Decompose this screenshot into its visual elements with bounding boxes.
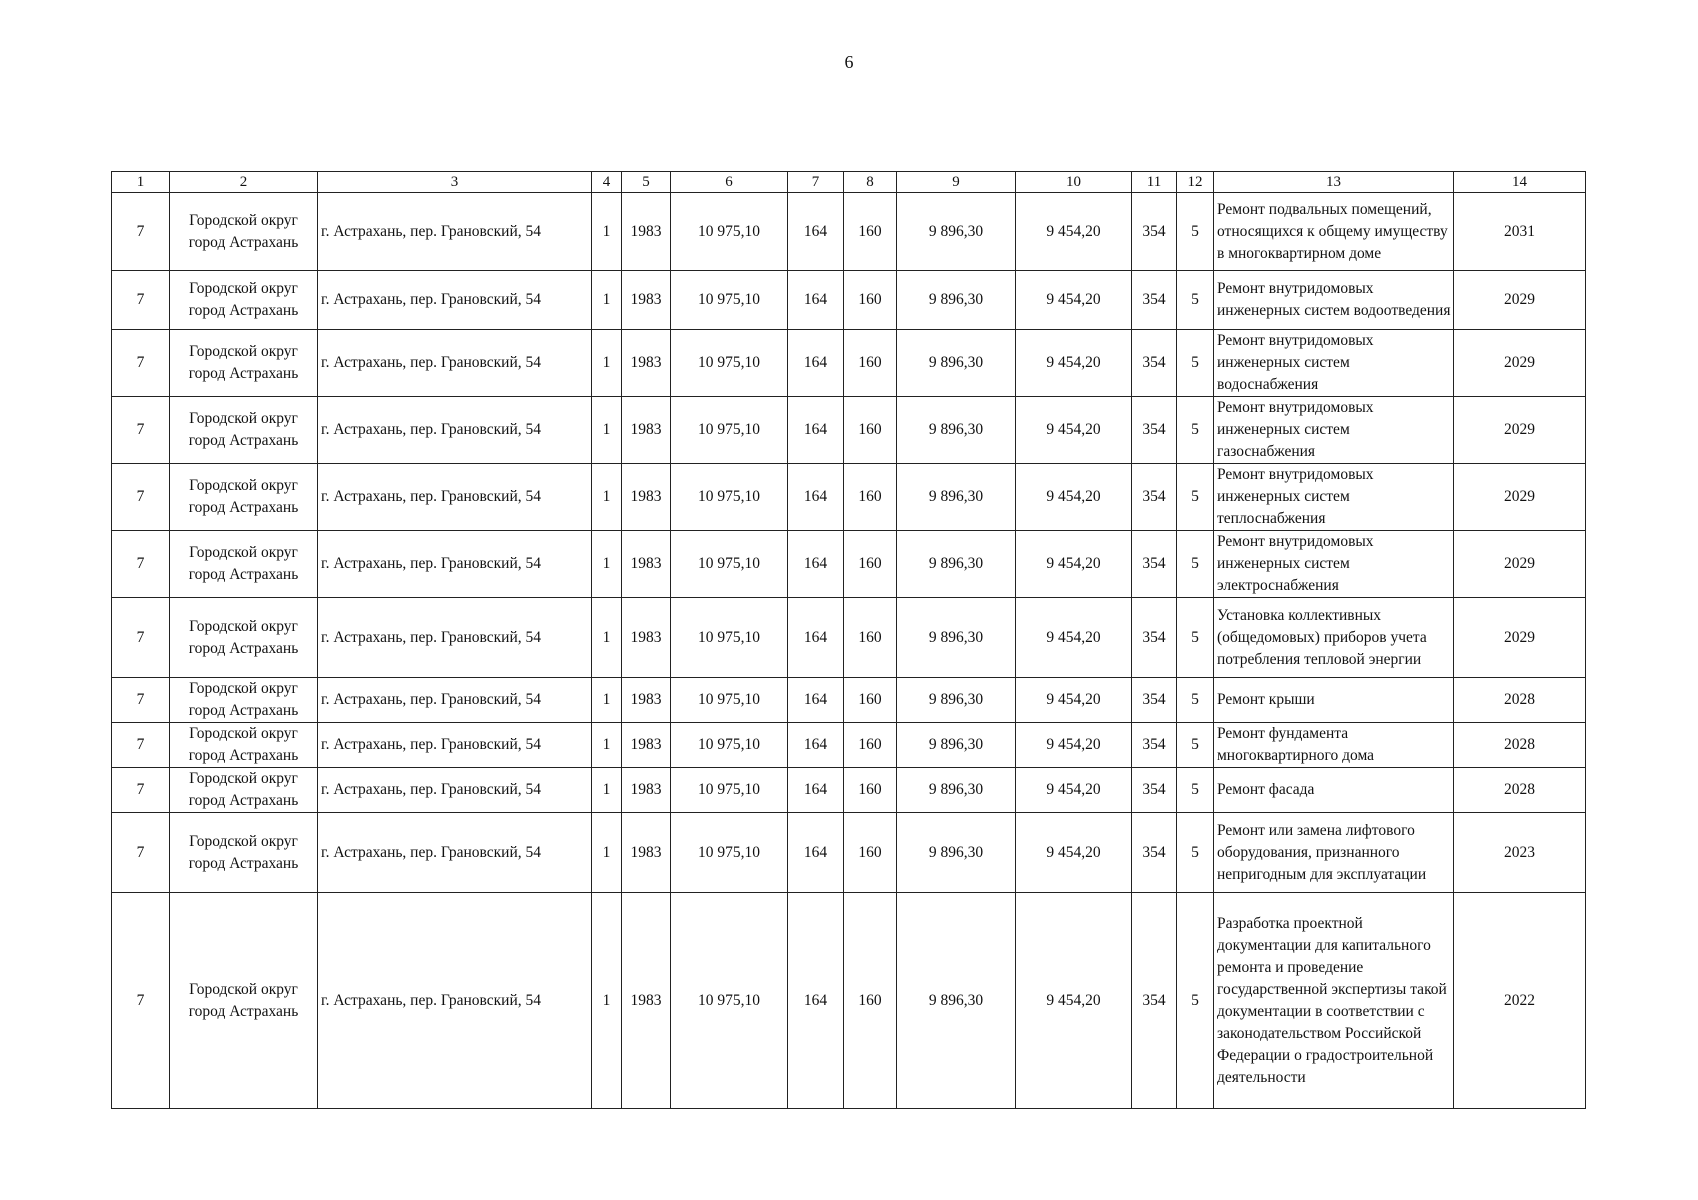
cell-area-9: 9 896,30: [897, 813, 1016, 893]
cell-total-area: 10 975,10: [671, 330, 788, 397]
table-row: [112, 678, 1586, 723]
cell-work-type: Ремонт внутридомовых инженерных систем теплоснабжения: [1214, 464, 1454, 531]
cell-col-11: 354: [1132, 598, 1177, 678]
cell-municipality: Городской округ город Астрахань: [170, 464, 318, 531]
cell-area-10: 9 454,20: [1016, 813, 1132, 893]
cell-col-12: 5: [1177, 397, 1214, 464]
cell-col-11: 354: [1132, 271, 1177, 330]
cell-number: 7: [112, 531, 170, 598]
cell-total-area: 10 975,10: [671, 768, 788, 813]
cell-planned-year: 2028: [1454, 768, 1586, 813]
cell-area-9: 9 896,30: [897, 598, 1016, 678]
table-row: [112, 330, 1586, 397]
cell-area-9: 9 896,30: [897, 893, 1016, 1109]
cell-number: 7: [112, 397, 170, 464]
cell-municipality: Городской округ город Астрахань: [170, 330, 318, 397]
cell-planned-year: 2029: [1454, 531, 1586, 598]
column-header: 1: [112, 172, 170, 193]
cell-year: 1983: [622, 193, 671, 271]
cell-address: г. Астрахань, пер. Грановский, 54: [318, 678, 592, 723]
cell-area-10: 9 454,20: [1016, 531, 1132, 598]
cell-col-8: 160: [844, 893, 897, 1109]
column-header: 13: [1214, 172, 1454, 193]
cell-address: г. Астрахань, пер. Грановский, 54: [318, 893, 592, 1109]
cell-col-12: 5: [1177, 893, 1214, 1109]
table-row: [112, 768, 1586, 813]
cell-year: 1983: [622, 464, 671, 531]
cell-area-9: 9 896,30: [897, 464, 1016, 531]
column-header: 9: [897, 172, 1016, 193]
table-row: [112, 893, 1586, 1109]
cell-work-type: Ремонт внутридомовых инженерных систем водоотведения: [1214, 271, 1454, 330]
cell-col-4: 1: [592, 723, 622, 768]
cell-area-9: 9 896,30: [897, 397, 1016, 464]
cell-col-11: 354: [1132, 330, 1177, 397]
cell-number: 7: [112, 768, 170, 813]
cell-col-8: 160: [844, 464, 897, 531]
cell-col-8: 160: [844, 678, 897, 723]
cell-col-4: 1: [592, 893, 622, 1109]
cell-col-11: 354: [1132, 193, 1177, 271]
cell-col-8: 160: [844, 598, 897, 678]
table-row: [112, 271, 1586, 330]
cell-col-12: 5: [1177, 464, 1214, 531]
cell-col-8: 160: [844, 813, 897, 893]
cell-address: г. Астрахань, пер. Грановский, 54: [318, 464, 592, 531]
column-header: 2: [170, 172, 318, 193]
cell-col-8: 160: [844, 397, 897, 464]
cell-area-9: 9 896,30: [897, 193, 1016, 271]
cell-address: г. Астрахань, пер. Грановский, 54: [318, 723, 592, 768]
cell-col-7: 164: [788, 893, 844, 1109]
column-header: 14: [1454, 172, 1586, 193]
cell-area-10: 9 454,20: [1016, 598, 1132, 678]
cell-work-type: Ремонт фасада: [1214, 768, 1454, 813]
cell-col-4: 1: [592, 397, 622, 464]
cell-municipality: Городской округ город Астрахань: [170, 271, 318, 330]
cell-col-8: 160: [844, 723, 897, 768]
cell-col-11: 354: [1132, 678, 1177, 723]
cell-col-7: 164: [788, 271, 844, 330]
column-header: 7: [788, 172, 844, 193]
cell-col-7: 164: [788, 723, 844, 768]
cell-col-7: 164: [788, 531, 844, 598]
page-number: 6: [844, 52, 854, 72]
cell-col-4: 1: [592, 678, 622, 723]
cell-area-9: 9 896,30: [897, 271, 1016, 330]
cell-year: 1983: [622, 330, 671, 397]
cell-planned-year: 2029: [1454, 271, 1586, 330]
cell-col-7: 164: [788, 464, 844, 531]
cell-total-area: 10 975,10: [671, 464, 788, 531]
cell-col-8: 160: [844, 330, 897, 397]
cell-col-12: 5: [1177, 271, 1214, 330]
cell-col-4: 1: [592, 271, 622, 330]
cell-address: г. Астрахань, пер. Грановский, 54: [318, 768, 592, 813]
cell-number: 7: [112, 193, 170, 271]
cell-municipality: Городской округ город Астрахань: [170, 397, 318, 464]
cell-col-11: 354: [1132, 531, 1177, 598]
cell-total-area: 10 975,10: [671, 893, 788, 1109]
cell-area-10: 9 454,20: [1016, 893, 1132, 1109]
cell-number: 7: [112, 813, 170, 893]
cell-col-12: 5: [1177, 330, 1214, 397]
table-row: [112, 464, 1586, 531]
cell-col-4: 1: [592, 598, 622, 678]
cell-planned-year: 2023: [1454, 813, 1586, 893]
cell-area-9: 9 896,30: [897, 330, 1016, 397]
cell-year: 1983: [622, 598, 671, 678]
cell-work-type: Установка коллективных (общедомовых) приборов учета потребления тепловой энергии: [1214, 598, 1454, 678]
cell-planned-year: 2029: [1454, 397, 1586, 464]
column-header: 12: [1177, 172, 1214, 193]
cell-number: 7: [112, 598, 170, 678]
cell-col-4: 1: [592, 531, 622, 598]
cell-work-type: Ремонт или замена лифтового оборудования, признанного непригодным для эксплуатации: [1214, 813, 1454, 893]
cell-col-11: 354: [1132, 893, 1177, 1109]
cell-col-8: 160: [844, 768, 897, 813]
cell-planned-year: 2028: [1454, 678, 1586, 723]
cell-total-area: 10 975,10: [671, 531, 788, 598]
cell-work-type: Ремонт внутридомовых инженерных систем электроснабжения: [1214, 531, 1454, 598]
column-header: 3: [318, 172, 592, 193]
cell-total-area: 10 975,10: [671, 271, 788, 330]
cell-number: 7: [112, 271, 170, 330]
cell-year: 1983: [622, 723, 671, 768]
table-row: [112, 598, 1586, 678]
cell-work-type: Ремонт внутридомовых инженерных систем водоснабжения: [1214, 330, 1454, 397]
column-header: 8: [844, 172, 897, 193]
cell-area-9: 9 896,30: [897, 723, 1016, 768]
cell-area-10: 9 454,20: [1016, 271, 1132, 330]
cell-col-12: 5: [1177, 813, 1214, 893]
cell-area-9: 9 896,30: [897, 531, 1016, 598]
column-header: 10: [1016, 172, 1132, 193]
cell-year: 1983: [622, 893, 671, 1109]
table-row: [112, 813, 1586, 893]
cell-municipality: Городской округ город Астрахань: [170, 813, 318, 893]
cell-total-area: 10 975,10: [671, 723, 788, 768]
cell-col-4: 1: [592, 464, 622, 531]
table-row: [112, 397, 1586, 464]
cell-address: г. Астрахань, пер. Грановский, 54: [318, 271, 592, 330]
cell-planned-year: 2029: [1454, 598, 1586, 678]
cell-area-10: 9 454,20: [1016, 464, 1132, 531]
cell-municipality: Городской округ город Астрахань: [170, 678, 318, 723]
cell-col-11: 354: [1132, 768, 1177, 813]
cell-total-area: 10 975,10: [671, 193, 788, 271]
cell-address: г. Астрахань, пер. Грановский, 54: [318, 598, 592, 678]
cell-municipality: Городской округ город Астрахань: [170, 598, 318, 678]
cell-area-10: 9 454,20: [1016, 397, 1132, 464]
cell-work-type: Ремонт внутридомовых инженерных систем газоснабжения: [1214, 397, 1454, 464]
cell-planned-year: 2028: [1454, 723, 1586, 768]
cell-municipality: Городской округ город Астрахань: [170, 193, 318, 271]
column-header: 11: [1132, 172, 1177, 193]
cell-col-7: 164: [788, 678, 844, 723]
cell-col-12: 5: [1177, 193, 1214, 271]
cell-year: 1983: [622, 397, 671, 464]
column-header: 4: [592, 172, 622, 193]
cell-municipality: Городской округ город Астрахань: [170, 893, 318, 1109]
cell-number: 7: [112, 723, 170, 768]
cell-total-area: 10 975,10: [671, 598, 788, 678]
cell-year: 1983: [622, 678, 671, 723]
cell-year: 1983: [622, 813, 671, 893]
cell-work-type: Ремонт крыши: [1214, 678, 1454, 723]
cell-col-4: 1: [592, 330, 622, 397]
cell-col-11: 354: [1132, 813, 1177, 893]
cell-year: 1983: [622, 768, 671, 813]
cell-total-area: 10 975,10: [671, 397, 788, 464]
cell-col-7: 164: [788, 397, 844, 464]
cell-col-7: 164: [788, 768, 844, 813]
cell-address: г. Астрахань, пер. Грановский, 54: [318, 813, 592, 893]
cell-planned-year: 2029: [1454, 330, 1586, 397]
cell-work-type: Разработка проектной документации для капитального ремонта и проведение государственной экспертизы такой документации в соответствии с законодательством Российской Федерации о градостроительной деятельности: [1214, 893, 1454, 1109]
cell-year: 1983: [622, 531, 671, 598]
cell-col-7: 164: [788, 193, 844, 271]
cell-col-7: 164: [788, 598, 844, 678]
cell-area-10: 9 454,20: [1016, 678, 1132, 723]
header-row: [112, 172, 1586, 193]
cell-planned-year: 2031: [1454, 193, 1586, 271]
cell-year: 1983: [622, 271, 671, 330]
cell-work-type: Ремонт фундамента многоквартирного дома: [1214, 723, 1454, 768]
cell-municipality: Городской округ город Астрахань: [170, 531, 318, 598]
cell-number: 7: [112, 330, 170, 397]
capital-repair-table: [111, 171, 1586, 1109]
cell-col-12: 5: [1177, 598, 1214, 678]
cell-col-12: 5: [1177, 768, 1214, 813]
cell-col-8: 160: [844, 531, 897, 598]
cell-address: г. Астрахань, пер. Грановский, 54: [318, 531, 592, 598]
cell-area-9: 9 896,30: [897, 768, 1016, 813]
cell-area-10: 9 454,20: [1016, 193, 1132, 271]
cell-total-area: 10 975,10: [671, 813, 788, 893]
cell-municipality: Городской округ город Астрахань: [170, 768, 318, 813]
cell-address: г. Астрахань, пер. Грановский, 54: [318, 330, 592, 397]
cell-number: 7: [112, 893, 170, 1109]
cell-col-8: 160: [844, 271, 897, 330]
cell-address: г. Астрахань, пер. Грановский, 54: [318, 193, 592, 271]
cell-number: 7: [112, 678, 170, 723]
cell-work-type: Ремонт подвальных помещений, относящихся к общему имуществу в многоквартирном доме: [1214, 193, 1454, 271]
cell-municipality: Городской округ город Астрахань: [170, 723, 318, 768]
table-row: [112, 193, 1586, 271]
cell-address: г. Астрахань, пер. Грановский, 54: [318, 397, 592, 464]
column-header: 5: [622, 172, 671, 193]
cell-col-11: 354: [1132, 723, 1177, 768]
table-row: [112, 531, 1586, 598]
table-row: [112, 723, 1586, 768]
cell-area-9: 9 896,30: [897, 678, 1016, 723]
cell-planned-year: 2029: [1454, 464, 1586, 531]
column-header: 6: [671, 172, 788, 193]
cell-col-8: 160: [844, 193, 897, 271]
cell-col-11: 354: [1132, 464, 1177, 531]
cell-col-11: 354: [1132, 397, 1177, 464]
cell-col-4: 1: [592, 193, 622, 271]
cell-col-12: 5: [1177, 678, 1214, 723]
cell-number: 7: [112, 464, 170, 531]
cell-planned-year: 2022: [1454, 893, 1586, 1109]
cell-total-area: 10 975,10: [671, 678, 788, 723]
cell-col-7: 164: [788, 813, 844, 893]
cell-col-7: 164: [788, 330, 844, 397]
cell-col-12: 5: [1177, 723, 1214, 768]
cell-col-12: 5: [1177, 531, 1214, 598]
cell-area-10: 9 454,20: [1016, 723, 1132, 768]
cell-area-10: 9 454,20: [1016, 330, 1132, 397]
cell-area-10: 9 454,20: [1016, 768, 1132, 813]
cell-col-4: 1: [592, 768, 622, 813]
cell-col-4: 1: [592, 813, 622, 893]
